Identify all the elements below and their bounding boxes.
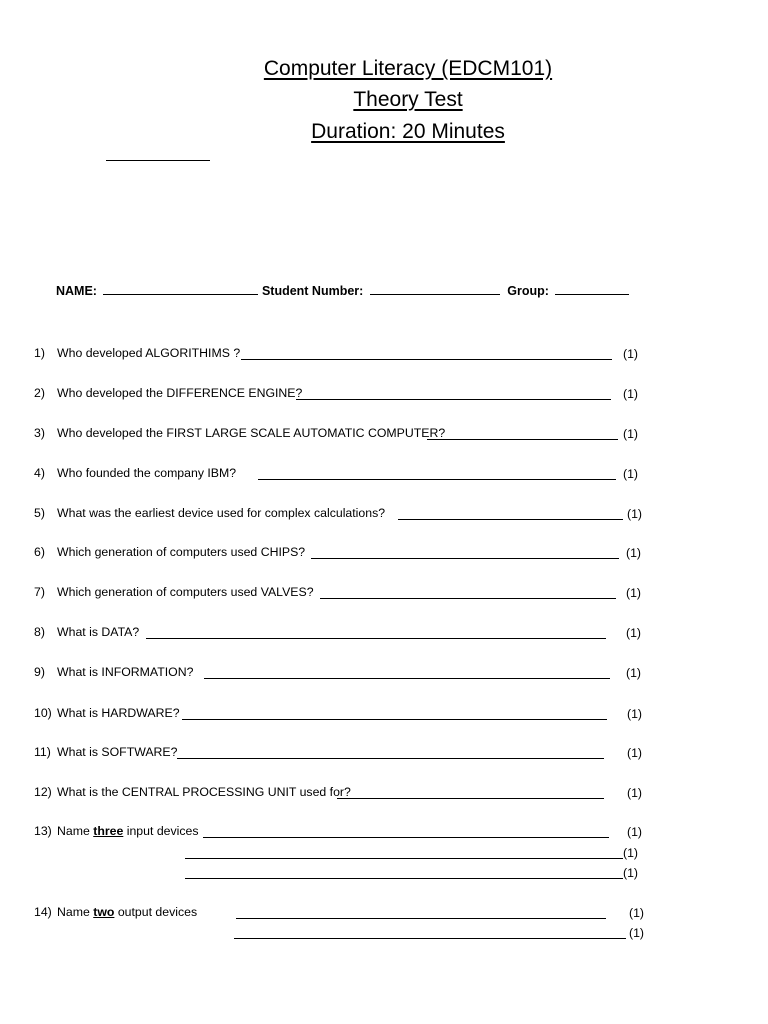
question-mark: (1) bbox=[627, 707, 643, 721]
question-text: What was the earliest device used for complex calculations? bbox=[57, 506, 386, 520]
question-mark: (1) bbox=[629, 926, 645, 940]
question-number: 13) bbox=[34, 824, 52, 838]
question-number: 8) bbox=[34, 625, 45, 639]
answer-blank[interactable] bbox=[203, 837, 609, 838]
question-text: Who developed ALGORITHIMS ? bbox=[57, 346, 241, 360]
question-text bbox=[57, 906, 197, 918]
duration: Duration: 20 Minutes bbox=[311, 120, 505, 143]
question-text: Which generation of computers used CHIPS? bbox=[57, 545, 306, 559]
question-text: Who developed the DIFFERENCE ENGINE? bbox=[57, 386, 303, 400]
question-text: What is INFORMATION? bbox=[57, 665, 194, 679]
student-number-label: Student Number: bbox=[261, 284, 364, 298]
answer-blank[interactable] bbox=[398, 519, 623, 520]
question-text: What is SOFTWARE? bbox=[57, 745, 178, 759]
group-field[interactable] bbox=[555, 294, 629, 295]
student-number-field[interactable] bbox=[370, 294, 500, 295]
question-text: What is DATA? bbox=[57, 625, 140, 639]
answer-blank[interactable] bbox=[337, 798, 604, 799]
question-text bbox=[57, 825, 199, 837]
question-mark: (1) bbox=[627, 507, 643, 521]
question-number: 12) bbox=[34, 785, 52, 799]
question-mark: (1) bbox=[623, 387, 639, 401]
question-text-emphasis: three bbox=[93, 824, 124, 838]
test-title: Theory Test bbox=[353, 88, 463, 111]
answer-blank[interactable] bbox=[241, 359, 612, 360]
student-info-row bbox=[56, 284, 629, 298]
question-text: Who founded the company IBM? bbox=[57, 466, 237, 480]
question-mark: (1) bbox=[623, 427, 639, 441]
question-number: 6) bbox=[34, 545, 45, 559]
question-mark: (1) bbox=[626, 546, 642, 560]
answer-blank[interactable] bbox=[182, 719, 607, 720]
question-number: 3) bbox=[34, 426, 45, 440]
answer-blank[interactable] bbox=[236, 918, 606, 919]
question-number: 7) bbox=[34, 585, 45, 599]
question-number: 1) bbox=[34, 346, 45, 360]
question-number: 5) bbox=[34, 506, 45, 520]
answer-blank[interactable] bbox=[258, 479, 616, 480]
question-mark: (1) bbox=[627, 746, 643, 760]
question-mark: (1) bbox=[627, 786, 643, 800]
answer-blank[interactable] bbox=[185, 858, 623, 859]
question-number: 14) bbox=[34, 905, 52, 919]
question-mark: (1) bbox=[623, 347, 639, 361]
question-number: 10) bbox=[34, 706, 52, 720]
question-number: 4) bbox=[34, 466, 45, 480]
question-mark: (1) bbox=[623, 467, 639, 481]
question-mark: (1) bbox=[623, 866, 639, 880]
question-mark: (1) bbox=[626, 666, 642, 680]
answer-blank[interactable] bbox=[311, 558, 619, 559]
question-text-pre: Name bbox=[57, 905, 90, 919]
question-text: Who developed the FIRST LARGE SCALE AUTOMATIC COMPUTER? bbox=[57, 426, 446, 440]
group-label: Group: bbox=[507, 284, 549, 298]
question-text: What is the CENTRAL PROCESSING UNIT used for? bbox=[57, 785, 351, 799]
name-label: NAME: bbox=[56, 284, 97, 298]
question-text-post: input devices bbox=[126, 824, 199, 838]
question-text-pre: Name bbox=[57, 824, 90, 838]
question-mark: (1) bbox=[623, 846, 639, 860]
course-title: Computer Literacy (EDCM101) bbox=[263, 57, 553, 80]
question-mark: (1) bbox=[627, 825, 643, 839]
answer-blank[interactable] bbox=[427, 439, 618, 440]
question-mark: (1) bbox=[629, 906, 645, 920]
question-mark: (1) bbox=[626, 586, 642, 600]
question-mark: (1) bbox=[626, 626, 642, 640]
question-number: 11) bbox=[34, 745, 51, 759]
answer-blank[interactable] bbox=[146, 638, 606, 639]
name-field[interactable] bbox=[103, 294, 258, 295]
answer-blank[interactable] bbox=[296, 399, 611, 400]
answer-blank[interactable] bbox=[204, 678, 610, 679]
answer-blank[interactable] bbox=[185, 878, 623, 879]
answer-blank[interactable] bbox=[177, 758, 604, 759]
question-number: 2) bbox=[34, 386, 45, 400]
question-number: 9) bbox=[34, 665, 45, 679]
answer-blank[interactable] bbox=[320, 598, 616, 599]
question-text-emphasis: two bbox=[93, 905, 115, 919]
question-text: What is HARDWARE? bbox=[57, 706, 180, 720]
short-rule bbox=[106, 160, 210, 161]
question-text: Which generation of computers used VALVES? bbox=[57, 585, 314, 599]
question-text-post: output devices bbox=[117, 905, 198, 919]
answer-blank[interactable] bbox=[234, 938, 626, 939]
